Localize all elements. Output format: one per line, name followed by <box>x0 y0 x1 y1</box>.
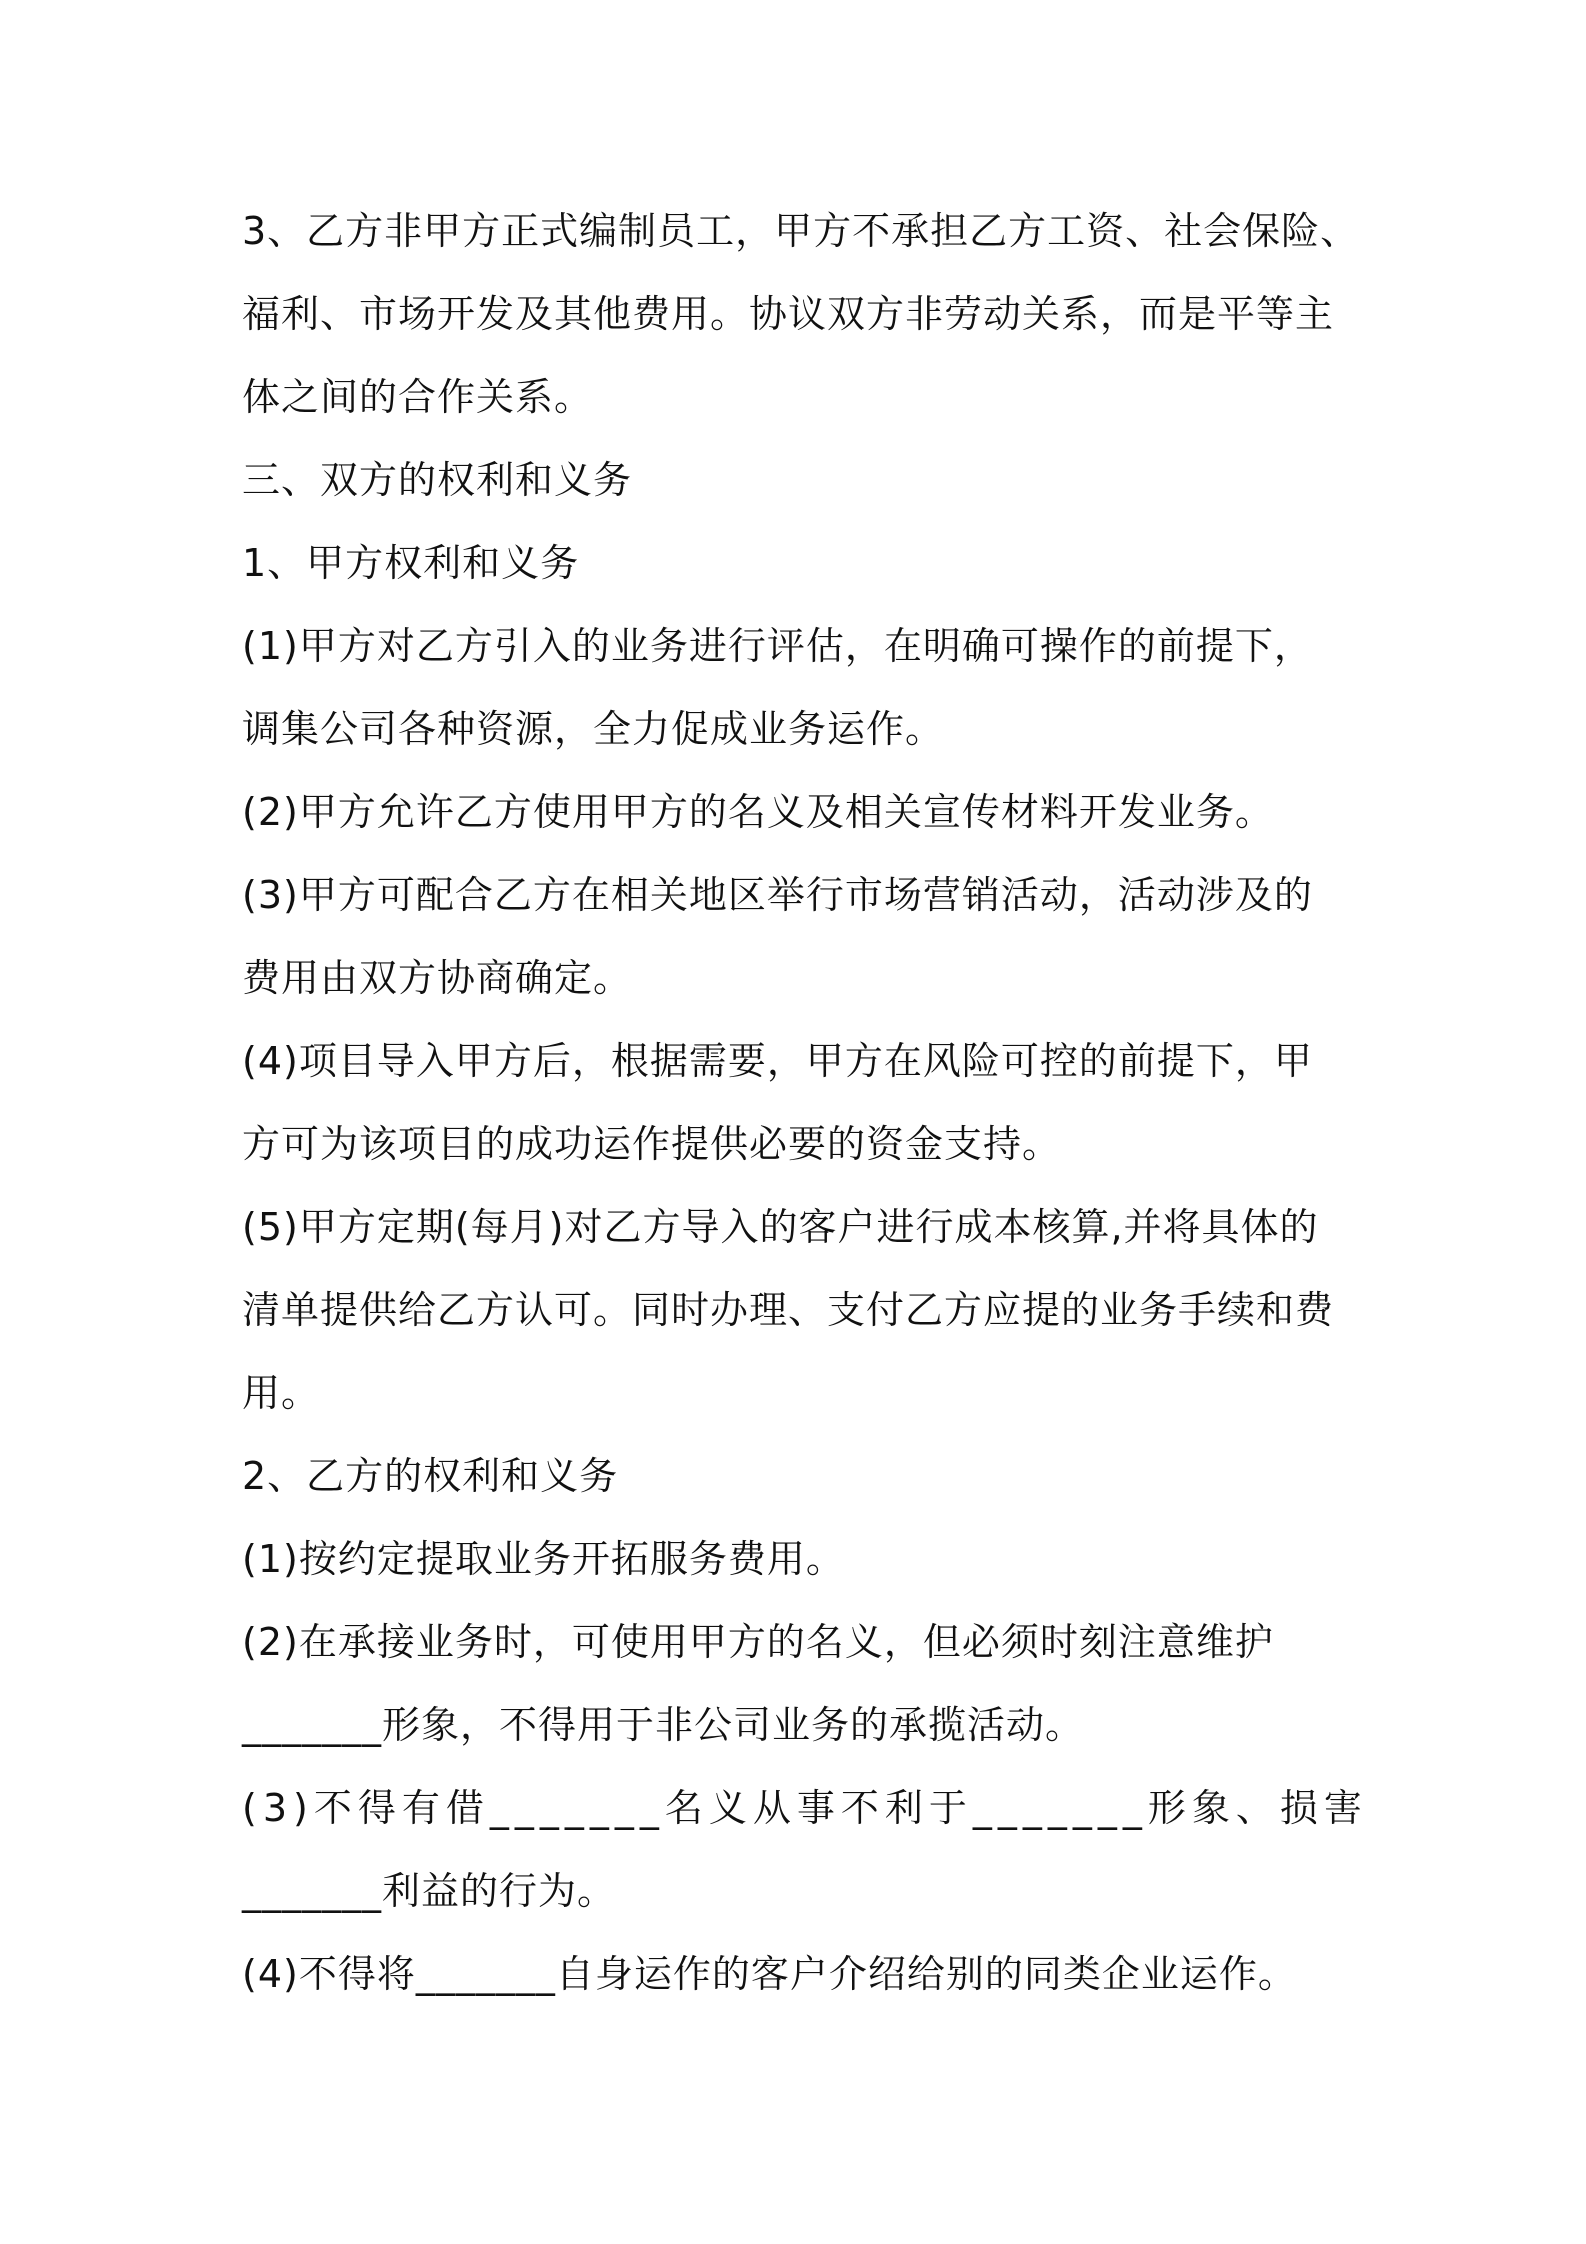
body-text-line: 体之间的合作关系。 <box>242 375 594 419</box>
body-text-line: 福利、市场开发及其他费用。协议双方非劳动关系，而是平等主 <box>242 292 1335 336</box>
body-text-line: 清单提供给乙方认可。同时办理、支付乙方应提的业务手续和费 <box>242 1288 1335 1332</box>
body-text-line: (3)不得有借_______名义从事不利于_______形象、损害 <box>242 1786 1368 1830</box>
body-text-line: (1)甲方对乙方引入的业务进行评估，在明确可操作的前提下， <box>242 624 1313 668</box>
body-text-line: (5)甲方定期(每月)对乙方导入的客户进行成本核算,并将具体的 <box>242 1205 1319 1249</box>
body-text-line: 方可为该项目的成功运作提供必要的资金支持。 <box>242 1122 1062 1166</box>
body-text-line: (1)按约定提取业务开拓服务费用。 <box>242 1537 845 1581</box>
subsection-heading: 1、甲方权利和义务 <box>242 541 580 585</box>
body-text-line: (2)甲方允许乙方使用甲方的名义及相关宣传材料开发业务。 <box>242 790 1274 834</box>
body-text-line: 3、乙方非甲方正式编制员工，甲方不承担乙方工资、社会保险、 <box>242 209 1360 253</box>
subsection-heading: 2、乙方的权利和义务 <box>242 1454 619 1498</box>
section-heading: 三、双方的权利和义务 <box>242 458 633 502</box>
body-text-line: _______利益的行为。 <box>242 1869 617 1913</box>
body-text-line: 费用由双方协商确定。 <box>242 956 633 1000</box>
body-text-line: (2)在承接业务时，可使用甲方的名义，但必须时刻注意维护 <box>242 1620 1274 1664</box>
body-text-line: (3)甲方可配合乙方在相关地区举行市场营销活动，活动涉及的 <box>242 873 1313 917</box>
body-text-line: (4)项目导入甲方后，根据需要，甲方在风险可控的前提下，甲 <box>242 1039 1313 1083</box>
body-text-line: 用。 <box>242 1371 321 1415</box>
body-text-line: 调集公司各种资源，全力促成业务运作。 <box>242 707 945 751</box>
body-text-line: _______形象，不得用于非公司业务的承揽活动。 <box>242 1703 1085 1747</box>
body-text-line: (4)不得将_______自身运作的客户介绍给别的同类企业运作。 <box>242 1952 1297 1996</box>
